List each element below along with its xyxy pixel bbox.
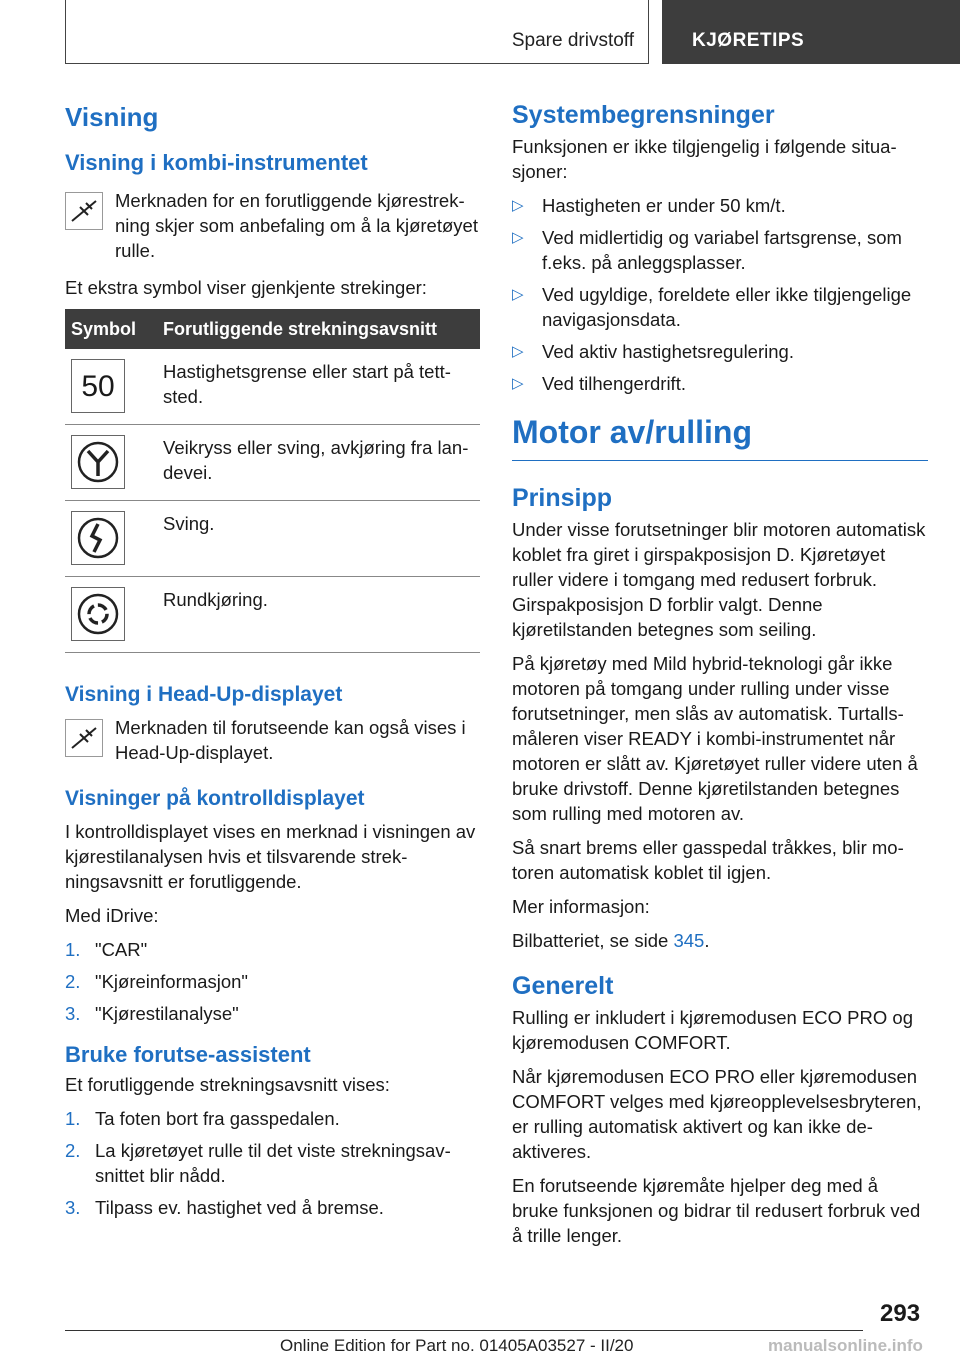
assistant-steps [65,1106,480,1220]
assistant-heading: Bruke forutse-assistent [65,1042,311,1067]
list-item: 3. Tilpass ev. hastighet ved å bremse. [65,1197,384,1218]
note-icon [65,719,103,757]
speed-limit-50-icon: 50 [71,359,125,413]
principle-heading: Prinsipp [512,484,613,512]
list-item: ▷ Hastigheten er under 50 km/t. [512,195,786,216]
symbol-table [65,309,480,653]
general-g3: En forutseende kjøremåte hjelper deg med å bruke funksjonen og bidrar til redusert forbruk ved å trille lenger. [512,1175,921,1246]
list-item: 2. "Kjøreinformasjon" [65,971,248,992]
list-item: ▷ Ved aktiv hastighetsregulering. [512,341,794,362]
limits-intro: Funksjonen er ikke tilgjengelig i følgende situasjoner: [512,136,897,182]
page-number: 293 [880,1300,921,1327]
kombi-heading: Visning i kombi-instrumentet [65,150,368,175]
list-item: 3. "Kjørestilanalyse" [65,1003,239,1024]
row-description: Sving. [157,501,480,577]
hud-heading: Visning i Head-Up-displayet [65,683,343,706]
principle-p5: Bilbatteriet, se side 345. [512,930,710,951]
assistant-intro: Et forutliggende strekningsavsnitt vises: [65,1074,390,1095]
symbol-table-header [65,309,480,349]
table-row [65,577,480,653]
idrive-steps [65,937,480,1026]
kombi-note [65,188,480,263]
watermark: manualsonline.info [768,1336,923,1355]
list-item: 1. Ta foten bort fra gasspedalen. [65,1108,340,1129]
table-row [65,349,480,425]
motor-heading: Motor av/rulling [512,410,928,461]
control-text: I kontrolldisplayet vises en merknad i visningen av kjørestilanalysen hvis et tilsvarende strekningsavsnitt er forutliggende. [65,821,476,892]
hud-note-text: Merknaden til forutseende kan også vises i Head-Up-displayet. [115,717,466,763]
section-title: Visning [65,102,159,132]
header-section-box [65,0,649,64]
list-item: ▷ Ved midlertidig og variabel fartsgrense, som f.eks. på anleggsplasser. [512,227,902,273]
limits-list [512,193,928,396]
table-row [65,501,480,577]
list-item: 1. "CAR" [65,939,148,960]
control-idrive: Med iDrive: [65,905,159,926]
control-heading: Visninger på kontrolldisplayet [65,787,365,810]
kombi-note-text: Merknaden for en forutliggende kjørestrekning skjer som anbefaling om å la kjøretøyet rulle. [115,190,478,261]
right-column [512,100,928,1257]
general-g2: Når kjøremodusen ECO PRO eller kjøremodusen COMFORT velges med kjøreopplevelsesbryteren, er rulling automatisk aktivert og kan ikke deaktiveres. [512,1066,922,1162]
principle-p1: Under visse forutsetninger blir motoren automatisk koblet fra giret i girspakposisjon D. Kjøretøyet ruller videre i tomgang med redusert forbruk. Girspakposisjon D forblir valgt. Denne kjøretilstanden betegnes som seiling. [512,519,926,640]
col-symbol: Symbol [65,309,157,349]
junction-icon [71,435,125,489]
row-description: Hastighetsgrense eller start på tettsted. [157,349,480,425]
kombi-intro: Et ekstra symbol viser gjenkjente strekinger: [65,277,427,298]
principle-p2: På kjøretøy med Mild hybrid-teknologi går ikke motoren på tomgang under rulling under visse forutsetninger, men slås av automatisk. Turtallsmåleren viser READY i kombi-instrumentet når motoren er slått av. Kjøretøyet ruller videre uten å bruke drivstoff. Denne kjøretilstanden betegnes som rulling med motoren av. [512,653,918,824]
principle-p4: Mer informasjon: [512,896,650,917]
row-description: Rundkjøring. [157,577,480,653]
header-section-label: Spare drivstoff [511,30,634,51]
roundabout-icon [71,587,125,641]
general-heading: Generelt [512,972,614,1000]
list-item: 2. La kjøretøyet rulle til det viste strekningsavsnittet blir nådd. [65,1140,451,1186]
hud-note [65,715,480,765]
col-description: Forutliggende strekningsavsnitt [157,309,480,349]
curve-icon [71,511,125,565]
header-chapter-label: KJØRETIPS [692,30,805,51]
general-g1: Rulling er inkludert i kjøremodusen ECO PRO og kjøremodusen COMFORT. [512,1007,913,1053]
page-link[interactable]: 345 [673,930,705,951]
limits-heading: Systembegrensninger [512,101,775,129]
row-description: Veikryss eller sving, avkjøring fra landevei. [157,425,480,501]
footer-divider [65,1330,863,1331]
principle-p3: Så snart brems eller gasspedal tråkkes, blir motoren automatisk koblet til igjen. [512,837,904,883]
footer-edition: Online Edition for Part no. 01405A03527 - II/20 [280,1336,634,1355]
list-item: ▷ Ved ugyldige, foreldete eller ikke tilgjengelige navigasjonsdata. [512,284,912,330]
list-item: ▷ Ved tilhengerdrift. [512,373,686,394]
header-chapter-box [662,0,960,64]
note-icon [65,192,103,230]
left-column [65,100,480,1230]
table-row [65,425,480,501]
